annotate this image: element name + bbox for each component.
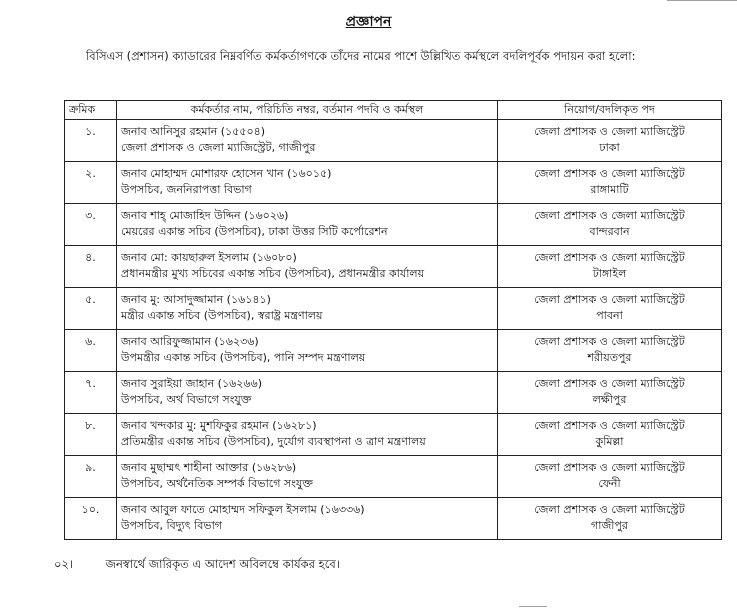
- scan-edge-mark: [667, 0, 737, 7]
- officer-name: জনাব খন্দকার মু: মুশফিকুর রহমান (১৬২৮১): [121, 419, 317, 432]
- new-district: শরীয়তপুর: [587, 351, 632, 364]
- officer-current-post: প্রতিমন্ত্রীর একান্ত সচিব (উপসচিব), দুর্যোগ ব্যবস্থাপনা ও ত্রাণ মন্ত্রণালয়: [121, 435, 426, 448]
- row-officer-cell: [117, 120, 498, 162]
- new-district: লক্ষীপুর: [592, 393, 627, 406]
- intro-paragraph: বিসিএস (প্রশাসন) ক্যাডারের নিম্নবর্ণিত কর্মকর্তাগণকে তাঁদের নামের পাশে উল্লিখিত কর্মস্থলে বদলিপূর্বক পদায়ন করা হলো:: [86, 49, 636, 63]
- row-officer-cell: [117, 162, 498, 204]
- row-post-cell: [498, 120, 722, 162]
- row-officer-cell: [117, 498, 498, 540]
- officer-current-post: প্রধানমন্ত্রীর মুখ্য সচিবের একান্ত সচিব (উপসচিব), প্রধানমন্ত্রীর কার্যালয়: [121, 267, 425, 280]
- row-officer-cell: [117, 330, 498, 372]
- new-post: জেলা প্রশাসক ও জেলা ম্যাজিস্ট্রেট: [534, 251, 685, 264]
- scan-edge-mark-bottom: [519, 606, 547, 612]
- table-row: [65, 288, 722, 330]
- row-officer-cell: [117, 288, 498, 330]
- new-post: জেলা প্রশাসক ও জেলা ম্যাজিস্ট্রেট: [534, 167, 685, 180]
- new-post: জেলা প্রশাসক ও জেলা ম্যাজিস্ট্রেট: [534, 209, 685, 222]
- row-serial: ৭.: [65, 372, 117, 414]
- officer-name: জনাব আবুল ফাতে মোহাম্মদ সফিকুল ইসলাম (১৬৩৩৬): [121, 503, 365, 516]
- officer-name: জনাব মো: কায়ছারুল ইসলাম (১৬০৮০): [121, 251, 297, 264]
- row-post-cell: [498, 246, 722, 288]
- officer-current-post: উপসচিব, জননিরাপত্তা বিভাগ: [121, 183, 252, 196]
- table-row: [65, 204, 722, 246]
- row-officer-cell: [117, 372, 498, 414]
- officer-current-post: জেলা প্রশাসক ও জেলা ম্যাজিস্ট্রেট, গাজীপুর: [121, 141, 316, 154]
- new-post: জেলা প্রশাসক ও জেলা ম্যাজিস্ট্রেট: [534, 503, 685, 516]
- row-serial: ৯.: [65, 456, 117, 498]
- row-post-cell: [498, 330, 722, 372]
- new-post: জেলা প্রশাসক ও জেলা ম্যাজিস্ট্রেট: [534, 335, 685, 348]
- row-serial: ২.: [65, 162, 117, 204]
- row-serial: ১০.: [65, 498, 117, 540]
- table-header-row: [65, 101, 722, 120]
- row-post-cell: [498, 162, 722, 204]
- officer-name: জনাব মু: আসাদুজ্জামান (১৬১৪১): [121, 293, 271, 306]
- officer-name: জনাব মোহাম্মদ মোশারফ হোসেন খান (১৬০১৫): [121, 167, 332, 180]
- officer-name: জনাব শাহ্ মোজাহিদ উদ্দিন (১৬০২৬): [121, 209, 289, 222]
- officer-current-post: মন্ত্রীর একান্ত সচিব (উপসচিব), স্বরাষ্ট্র মন্ত্রণালয়: [121, 309, 323, 322]
- officer-name: জনাব আরিফুজ্জামান (১৬২৩৬): [121, 335, 259, 348]
- footer-clause: [54, 556, 340, 575]
- posting-table: [64, 100, 722, 540]
- clause-text: জনস্বার্থে জারিকৃত এ আদেশ অবিলম্বে কার্যকর হবে।: [105, 557, 340, 571]
- officer-current-post: উপসচিব, বিদ্যুৎ বিভাগ: [121, 519, 222, 532]
- officer-name: জনাব আনিসুর রহমান (১৫৫০৪): [121, 125, 266, 138]
- new-district: রাঙ্গামাটি: [590, 183, 629, 196]
- row-post-cell: [498, 414, 722, 456]
- table-body: [65, 120, 722, 540]
- officer-current-post: উপসচিব, অর্থনৈতিক সম্পর্ক বিভাগে সংযুক্ত: [121, 477, 313, 490]
- row-officer-cell: [117, 246, 498, 288]
- table-row: [65, 120, 722, 162]
- row-post-cell: [498, 456, 722, 498]
- row-post-cell: [498, 204, 722, 246]
- row-officer-cell: [117, 414, 498, 456]
- table-row: [65, 414, 722, 456]
- new-post: জেলা প্রশাসক ও জেলা ম্যাজিস্ট্রেট: [534, 125, 685, 138]
- row-post-cell: [498, 288, 722, 330]
- row-serial: ৫.: [65, 288, 117, 330]
- table-row: [65, 162, 722, 204]
- officer-name: জনাব সুরাইয়া জাহান (১৬২৬৬): [121, 377, 263, 390]
- row-officer-cell: [117, 456, 498, 498]
- new-district: বান্দরবান: [589, 225, 630, 238]
- new-district: গাজীপুর: [591, 519, 628, 532]
- table-row: [65, 246, 722, 288]
- header-officer: কর্মকর্তার নাম, পরিচিতি নম্বর, বর্তমান পদবি ও কর্মস্থল: [117, 101, 498, 120]
- table-row: [65, 330, 722, 372]
- header-post: নিয়োগ/বদলিকৃত পদ: [498, 101, 722, 120]
- header-serial: ক্রমিক: [65, 101, 117, 120]
- new-post: জেলা প্রশাসক ও জেলা ম্যাজিস্ট্রেট: [534, 293, 685, 306]
- row-serial: ৩.: [65, 204, 117, 246]
- clause-number: ০২।: [54, 557, 74, 571]
- row-officer-cell: [117, 204, 498, 246]
- new-district: ফেনী: [598, 477, 621, 490]
- table-row: [65, 372, 722, 414]
- new-district: ঢাকা: [599, 141, 620, 154]
- row-post-cell: [498, 372, 722, 414]
- officer-current-post: মেয়রের একান্ত সচিব (উপসচিব), ঢাকা উত্তর সিটি কর্পোরেশন: [121, 225, 388, 238]
- new-post: জেলা প্রশাসক ও জেলা ম্যাজিস্ট্রেট: [534, 419, 685, 432]
- officer-name: জনাব মুছাম্মৎ শাহীনা আক্তার (১৬২৮৬): [121, 461, 297, 474]
- new-district: কুমিল্লা: [595, 435, 624, 448]
- row-post-cell: [498, 498, 722, 540]
- officer-current-post: উপমন্ত্রীর একান্ত সচিব (উপসচিব), পানি সম্পদ মন্ত্রণালয়: [121, 351, 366, 364]
- table-row: [65, 456, 722, 498]
- row-serial: ১.: [65, 120, 117, 162]
- row-serial: ৬.: [65, 330, 117, 372]
- new-district: টাঙ্গাইল: [592, 267, 627, 280]
- page-title: প্রজ্ঞাপন: [345, 14, 392, 30]
- table-row: [65, 498, 722, 540]
- new-post: জেলা প্রশাসক ও জেলা ম্যাজিস্ট্রেট: [534, 461, 685, 474]
- row-serial: ৪.: [65, 246, 117, 288]
- officer-current-post: উপসচিব, অর্থ বিভাগে সংযুক্ত: [121, 393, 252, 406]
- new-post: জেলা প্রশাসক ও জেলা ম্যাজিস্ট্রেট: [534, 377, 685, 390]
- new-district: পাবনা: [596, 309, 623, 322]
- row-serial: ৮.: [65, 414, 117, 456]
